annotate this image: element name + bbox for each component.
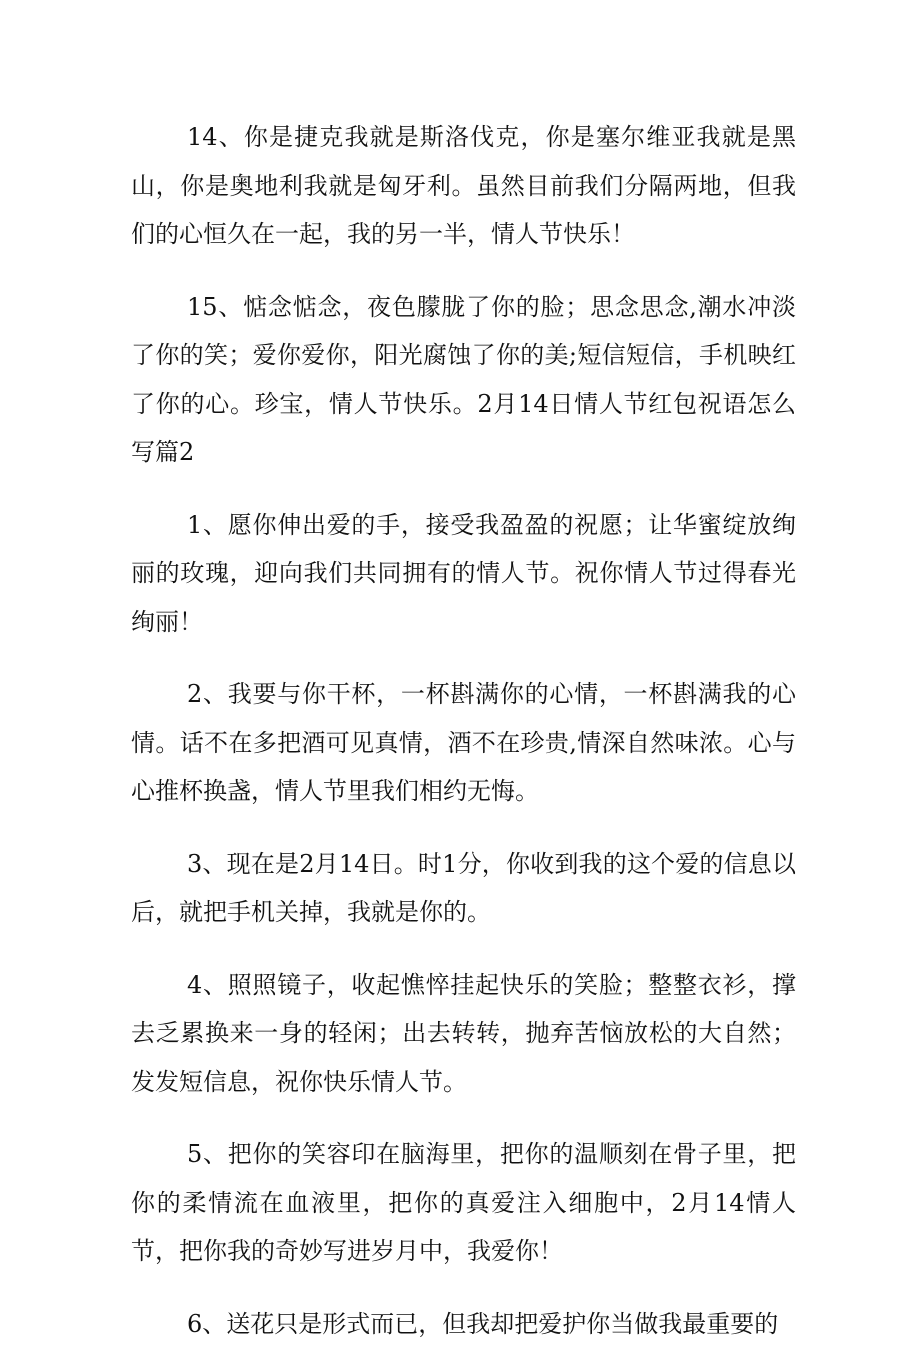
paragraph-2: 2、我要与你干杯，一杯斟满你的心情，一杯斟满我的心情。话不在多把酒可见真情，酒不在珍贵,情深自然味浓。心与心推杯换盏，情人节里我们相约无悔。: [131, 680, 796, 805]
paragraph-1: 1、愿你伸出爱的手，接受我盈盈的祝愿；让华蜜绽放绚丽的玫瑰，迎向我们共同拥有的情人节。祝你情人节过得春光绚丽！: [131, 510, 796, 636]
document-body: [131, 113, 796, 1372]
paragraph-15: 15、惦念惦念，夜色朦胧了你的脸；思念思念,潮水冲淡了你的笑；爱你爱你，阳光腐蚀了你的美;短信短信，手机映红了你的心。珍宝，情人节快乐。2月14日情人节红包祝语怎么写篇2: [131, 292, 796, 466]
paragraph-4: 4、照照镜子，收起憔悴挂起快乐的笑脸；整整衣衫，撑去乏累换来一身的轻闲；出去转转，抛弃苦恼放松的大自然；发发短信息，祝你快乐情人节。: [131, 970, 796, 1096]
paragraph-6: 6、送花只是形式而已，但我却把爱护你当做我最重要的: [187, 1309, 779, 1338]
paragraph-14: 14、你是捷克我就是斯洛伐克，你是塞尔维亚我就是黑山，你是奥地利我就是匈牙利。虽然目前我们分隔两地，但我们的心恒久在一起，我的另一半，情人节快乐！: [131, 123, 796, 248]
paragraph-5: 5、把你的笑容印在脑海里，把你的温顺刻在骨子里，把你的柔情流在血液里，把你的真爱注入细胞中，2月14情人节，把你我的奇妙写进岁月中，我爱你！: [131, 1140, 796, 1265]
paragraph-3: 3、现在是2月14日。时1分，你收到我的这个爱的信息以后，就把手机关掉，我就是你的。: [131, 849, 796, 926]
